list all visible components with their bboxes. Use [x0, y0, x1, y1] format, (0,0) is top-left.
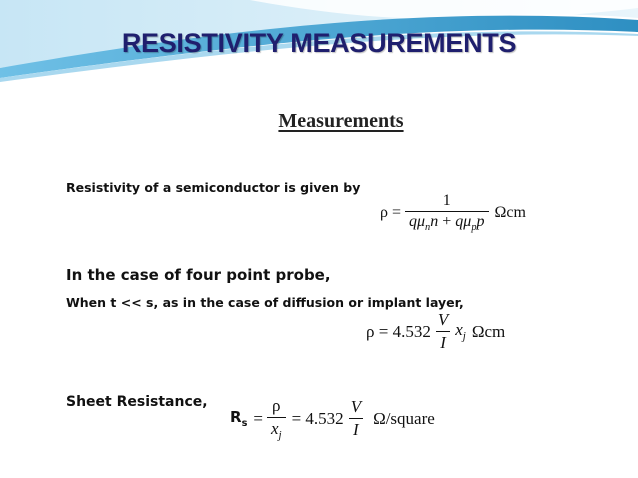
formula-sheet-resistance [230, 396, 435, 441]
formula2-xj [455, 320, 466, 342]
formula3-eq: = [253, 408, 263, 428]
formula3-r-sub: s [241, 418, 248, 430]
formula1-lhs: ρ = [380, 203, 402, 221]
formula3-unit: Ω/square [373, 408, 435, 428]
formula2-lhs: ρ = 4.532 [366, 321, 431, 341]
statement-condition: When t << s, as in the case of diffusion or implant layer, [66, 295, 464, 310]
formula2-numerator: V [437, 310, 449, 329]
formula1-den-sub1: n [425, 222, 431, 234]
formula2-x-sub: j [462, 330, 466, 343]
formula3-fraction1 [267, 396, 286, 441]
formula3-fraction2 [347, 397, 365, 440]
statement-four-point-probe: In the case of four point probe, [66, 266, 331, 284]
formula1-fraction [405, 192, 489, 233]
formula1-den-term2: qμ [455, 213, 472, 230]
statement-sheet-resistance: Sheet Resistance, [66, 394, 208, 410]
formula2-fraction [434, 310, 452, 353]
formula3-lhs [230, 408, 247, 429]
formula1-den-sub2: p [471, 222, 477, 234]
formula2-denominator: I [436, 331, 450, 353]
formula1-numerator: 1 [442, 192, 451, 209]
formula1-den-var1: n [430, 213, 439, 230]
formula2-unit: Ωcm [471, 321, 506, 341]
formula3-denominator [267, 417, 286, 441]
formula3-numerator2: V [350, 397, 362, 417]
formula3-numerator: ρ [272, 396, 281, 415]
statement-resistivity: Resistivity of a semiconductor is given by [66, 180, 361, 195]
formula1-denominator [405, 211, 489, 233]
slide-title: RESISTIVITY MEASUREMENTS [121, 28, 517, 58]
formula3-r: R [230, 408, 242, 427]
formula2-x: x [455, 320, 463, 340]
formula1-den-plus: + [438, 213, 456, 230]
formula-resistivity [380, 192, 526, 233]
formula3-eq2: = 4.532 [291, 408, 344, 428]
formula3-den-x: x [270, 419, 279, 438]
formula3-den-sub: j [278, 429, 282, 442]
content-image [44, 100, 638, 478]
formula1-den-term1: qμ [409, 213, 426, 230]
formula1-unit: Ωcm [494, 203, 526, 221]
section-heading-text: Measurements [278, 110, 404, 132]
section-heading [44, 110, 638, 133]
formula1-den-var2: p [476, 213, 485, 230]
formula3-denominator2: I [349, 418, 363, 440]
formula-four-point [366, 310, 505, 353]
